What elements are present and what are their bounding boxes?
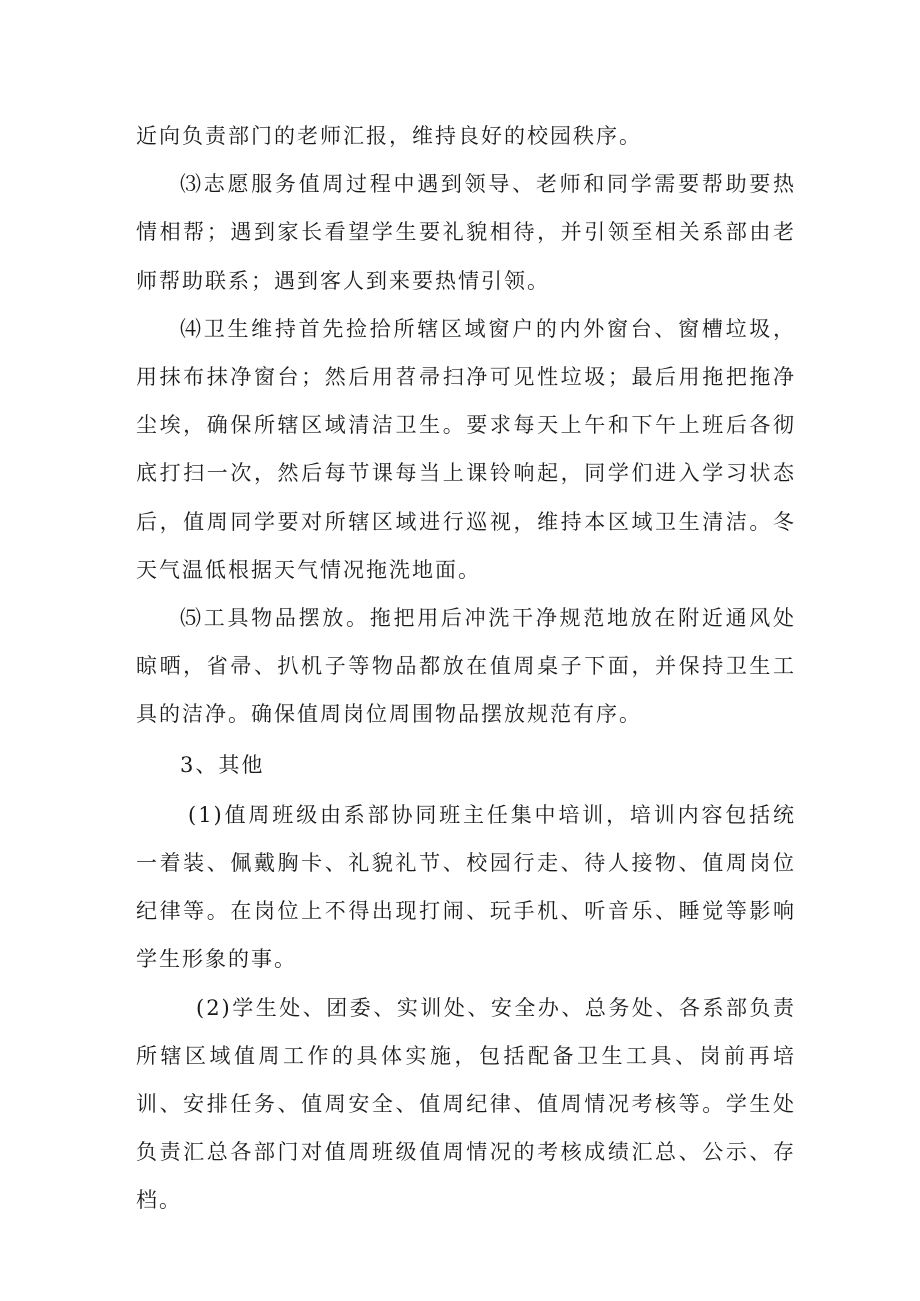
item-5-text: 工具物品摆放。拖把用后冲洗干净规范地放在附近通风处晾晒，省帚、扒机子等物品都放在值周桌子下面，并保持卫生工具的洁净。确保值周岗位周围物品摆放规范有序。 [136, 606, 797, 727]
document-body [136, 112, 796, 1225]
continuation-paragraph [136, 112, 796, 160]
section-heading: 3、其他 [180, 752, 265, 777]
item-3-marker: ⑶ [180, 172, 204, 197]
item-5-marker: ⑸ [180, 606, 204, 631]
continuation-text: 近向负责部门的老师汇报，维持良好的校园秩序。 [136, 124, 642, 148]
item-4-marker: ⑷ [180, 316, 204, 341]
item-3-paragraph [136, 160, 796, 305]
other-2-text: 学生处、团委、实训处、安全办、总务处、各系部负责所辖区域值周工作的具体实施，包括配备卫生工具、岗前再培训、安排任务、值周安全、值周纪律、值周情况考核等。学生处负责汇总各部门对值周班级值周情况的考核成绩汇总、公示、存档。 [136, 995, 796, 1213]
other-2-marker: (2) [196, 995, 232, 1020]
other-1-text: 值周班级由系部协同班主任集中培训，培训内容包括统一着装、佩戴胸卡、礼貌礼节、校园行走、待人接物、值周岗位纪律等。在岗位上不得出现打闹、玩手机、听音乐、睡觉等影响学生形象的事。 [136, 802, 796, 972]
item-4-paragraph [136, 305, 796, 594]
other-2-paragraph [136, 984, 796, 1225]
item-3-text: 志愿服务值周过程中遇到领导、老师和同学需要帮助要热情相帮；遇到家长看望学生要礼貌相待，并引领至相关系部由老师帮助联系；遇到客人到来要热情引领。 [136, 172, 797, 293]
other-1-paragraph [136, 791, 796, 984]
item-5-paragraph [136, 594, 796, 739]
other-1-marker: (1) [188, 802, 224, 827]
item-4-text: 卫生维持首先捡拾所辖区域窗户的内外窗台、窗槽垃圾，用抹布抹净窗台；然后用苕帚扫净可见性垃圾；最后用拖把拖净尘埃，确保所辖区域清洁卫生。要求每天上午和下午上班后各彻底打扫一次，然后每节课每当上课铃响起，同学们进入学习状态后，值周同学要对所辖区域进行巡视，维持本区域卫生清洁。冬天气温低根据天气情况拖洗地面。 [136, 316, 797, 582]
